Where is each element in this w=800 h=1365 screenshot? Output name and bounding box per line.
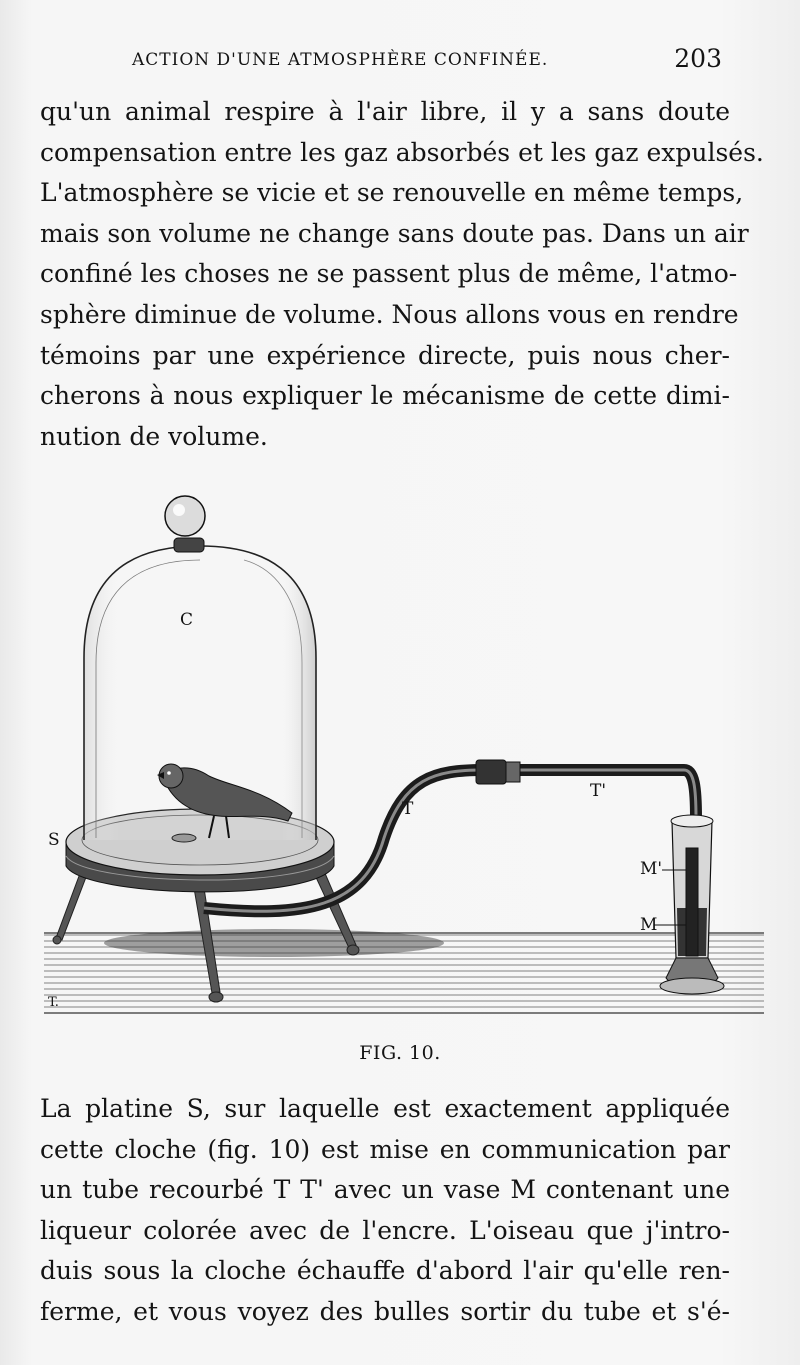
text-line: cette cloche (fig. 10) est mise en communication par	[40, 1134, 730, 1164]
text-line: La platine S, sur laquelle est exactement appliquée	[40, 1094, 730, 1123]
text-line: L'atmosphère se vicie et se renouvelle en même temps,	[40, 178, 744, 208]
text-line: sphère diminue de volume. Nous allons vous en rendre	[40, 299, 739, 329]
text-line: cherons à nous expliquer le mécanisme de cette dimi-	[40, 381, 730, 411]
label-t: T	[402, 799, 414, 819]
bell-jar-apparatus-illustration	[44, 488, 764, 1023]
text-line: compensation entre les gaz absorbés et les gaz expulsés.	[40, 137, 764, 167]
text-line: ferme, et vous voyez des bulles sortir du tube et s'é-	[40, 1296, 730, 1326]
label-t-prime: T'	[590, 781, 607, 801]
text-line: qu'un animal respire à l'air libre, il y a sans doute	[40, 97, 730, 126]
text-line: confiné les choses ne se passent plus de même, l'atmo-	[40, 259, 738, 289]
label-s: S	[48, 830, 60, 850]
text-line: mais son volume ne change sans doute pas. Dans un air	[40, 218, 749, 248]
table-surface	[44, 929, 764, 1013]
figure-caption-text: FIG. 10.	[359, 1042, 441, 1064]
page-number: 203	[674, 44, 722, 73]
text-line: témoins par une expérience directe, puis nous cher-	[40, 340, 730, 370]
page-header	[40, 44, 722, 76]
paragraph-top	[40, 92, 764, 457]
figure-illustration	[44, 488, 764, 1023]
label-m: M	[640, 915, 658, 935]
running-title: ACTION D'UNE ATMOSPHÈRE CONFINÉE.	[132, 50, 549, 70]
text-line: nution de volume.	[40, 421, 268, 451]
text-line: liqueur colorée avec de l'encre. L'oiseau que j'intro-	[40, 1215, 730, 1245]
label-m-prime: M'	[640, 859, 663, 879]
text-line: un tube recourbé T T' avec un vase M contenant une	[40, 1175, 730, 1205]
label-c: C	[180, 610, 194, 630]
text-line: duis sous la cloche échauffe d'abord l'air qu'elle ren-	[40, 1256, 730, 1286]
paragraph-bottom	[40, 1089, 730, 1333]
label-table: T.	[48, 995, 59, 1010]
figure-caption	[0, 1042, 800, 1064]
